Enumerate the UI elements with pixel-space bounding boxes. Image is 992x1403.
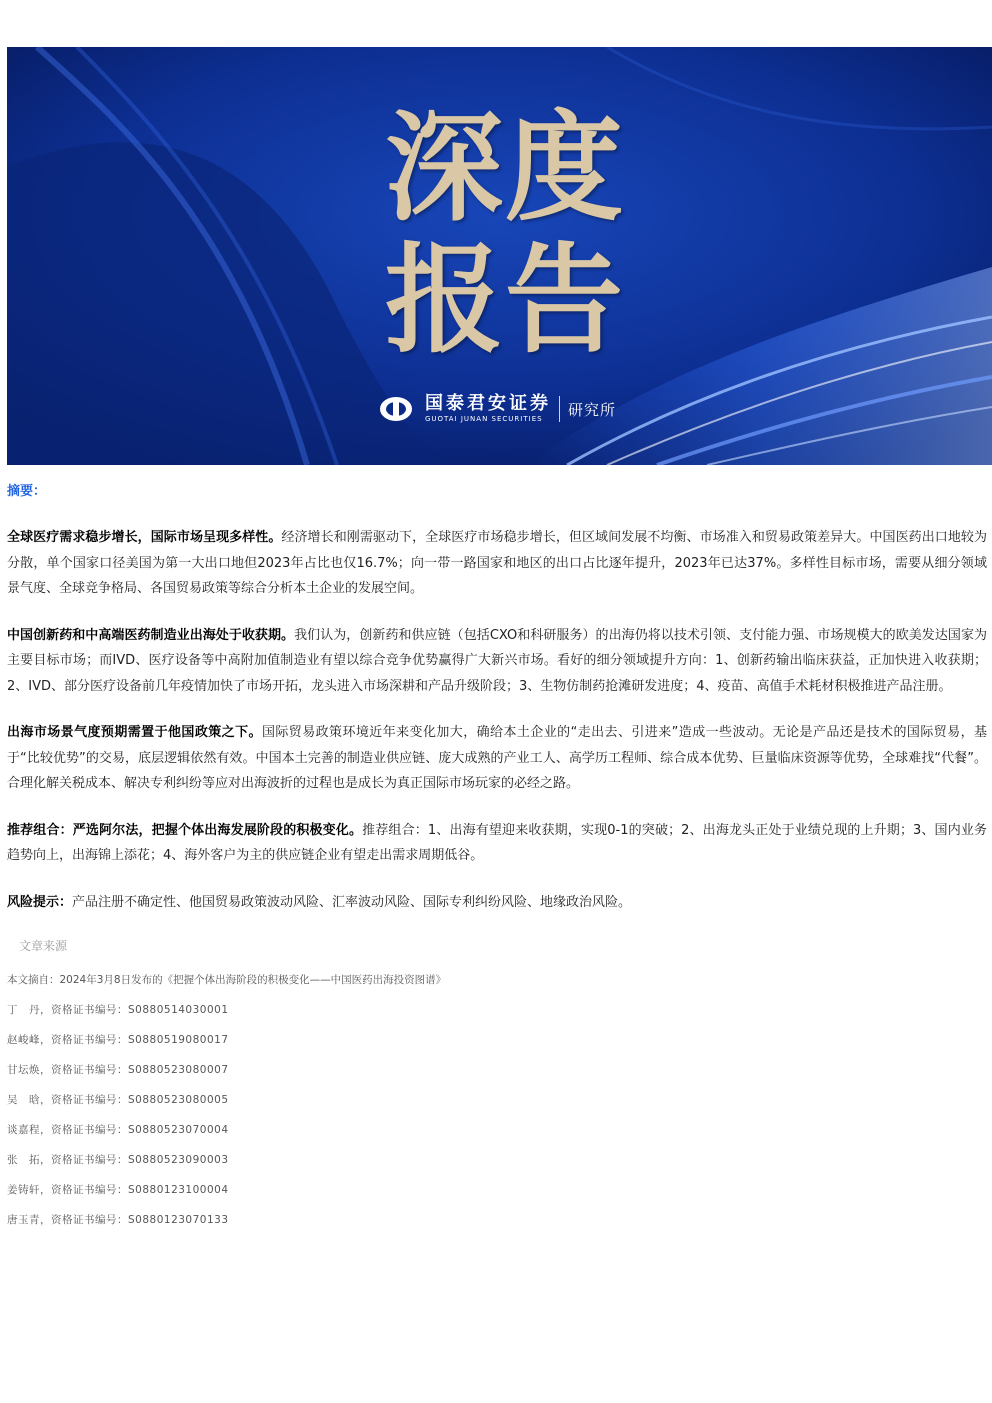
brand-logo-icon <box>379 392 413 426</box>
author-line: 姜铸轩，资格证书编号：S0880123100004 <box>7 1184 229 1196</box>
paragraph-body: 我们认为，创新药和供应链（包括CXO和科研服务）的出海仍将以技术引领、支付能力强、市场规模大的欧美发达国家为主要目标市场；而IVD、医疗设备等中高附加值制造业有望以综合竞争优势赢得广大新兴市场。看好的细分领域提升方向：1、创新药输出临床获益，正加快进入收获期；2、IVD、部分医疗设备前几年疫情加快了市场开拓，龙头进入市场深耕和产品升级阶段；3、生物仿制药抢滩研发进度；4、疫苗、高值手术耗材积极推进产品注册。 <box>7 627 987 694</box>
author-line: 唐玉青，资格证书编号：S0880123070133 <box>7 1214 229 1226</box>
source-citation: 本文摘自：2024年3月8日发布的《把握个体出海阶段的积极变化——中国医药出海投资图谱》 <box>7 974 447 986</box>
paragraph-policy-outlook <box>7 720 987 797</box>
author-line: 丁 丹，资格证书编号：S0880514030001 <box>7 1004 229 1016</box>
author-line: 谈嘉程，资格证书编号：S0880523070004 <box>7 1124 229 1136</box>
banner-title-line2: 报告 <box>385 230 626 369</box>
paragraph-heading: 全球医疗需求稳步增长，国际市场呈现多样性。 <box>7 530 282 545</box>
paragraph-body: 国际贸易政策环境近年来变化加大，确给本土企业的“走出去、引进来”造成一些波动。无论是产品还是技术的国际贸易，基于“比较优势”的交易，底层逻辑依然有效。中国本土完善的制造业供应链、庞大成熟的产业工人、高学历工程师、综合成本优势、巨量临床资源等优势，全球难找“代餐”。合理化解关税成本、解决专利纠纷等应对出海波折的过程也是成长为真正国际市场玩家的必经之路。 <box>7 725 987 791</box>
paragraph-recommendation <box>7 818 987 869</box>
brand-name-cn: 国泰君安证券 <box>425 393 551 414</box>
author-line: 张 拓，资格证书编号：S0880523090003 <box>7 1154 229 1166</box>
paragraph-heading: 出海市场景气度预期需置于他国政策之下。 <box>7 725 262 740</box>
paragraph-heading: 风险提示： <box>7 894 73 910</box>
author-line: 吴 晗，资格证书编号：S0880523080005 <box>7 1094 229 1106</box>
report-banner <box>7 47 992 465</box>
brand-divider <box>559 396 560 422</box>
author-line: 赵峻峰，资格证书编号：S0880519080017 <box>7 1034 229 1046</box>
brand-lockup <box>379 393 616 425</box>
banner-title <box>385 98 635 369</box>
abstract-label: 摘要： <box>7 484 47 499</box>
paragraph-risk <box>7 890 987 916</box>
paragraph-body: 推荐组合：1、出海有望迎来收获期，实现0-1的突破；2、出海龙头正处于业绩兑现的上升期；3、国内业务趋势向上，出海锦上添花；4、海外客户为主的供应链企业有望走出需求周期低谷。 <box>7 822 987 863</box>
paragraph-innovation-harvest <box>7 623 987 700</box>
brand-name-en: GUOTAI JUNAN SECURITIES <box>425 415 543 423</box>
paragraph-market-growth <box>7 525 987 602</box>
paragraph-heading: 中国创新药和中高端医药制造业出海处于收获期。 <box>7 627 295 643</box>
source-label: 文章来源 <box>19 939 68 953</box>
article-content <box>7 478 987 1230</box>
banner-title-line1: 深度 <box>385 98 626 237</box>
paragraph-body: 经济增长和刚需驱动下，全球医疗市场稳步增长，但区域间发展不均衡、市场准入和贸易政策差异大。中国医药出口地较为分散，单个国家口径美国为第一大出口地但2023年占比也仅16.7%；向一带一路国家和地区的出口占比逐年提升，2023年已达37%。多样性目标市场，需要从细分领域景气度、全球竞争格局、各国贸易政策等综合分析本土企业的发展空间。 <box>7 530 987 596</box>
paragraph-body: 产品注册不确定性、他国贸易政策波动风险、汇率波动风险、国际专利纠纷风险、地缘政治风险。 <box>72 894 632 910</box>
author-line: 甘坛焕，资格证书编号：S0880523080007 <box>7 1064 229 1076</box>
brand-institute: 研究所 <box>568 400 617 419</box>
paragraph-heading: 推荐组合：严选阿尔法，把握个体出海发展阶段的积极变化。 <box>7 822 363 838</box>
